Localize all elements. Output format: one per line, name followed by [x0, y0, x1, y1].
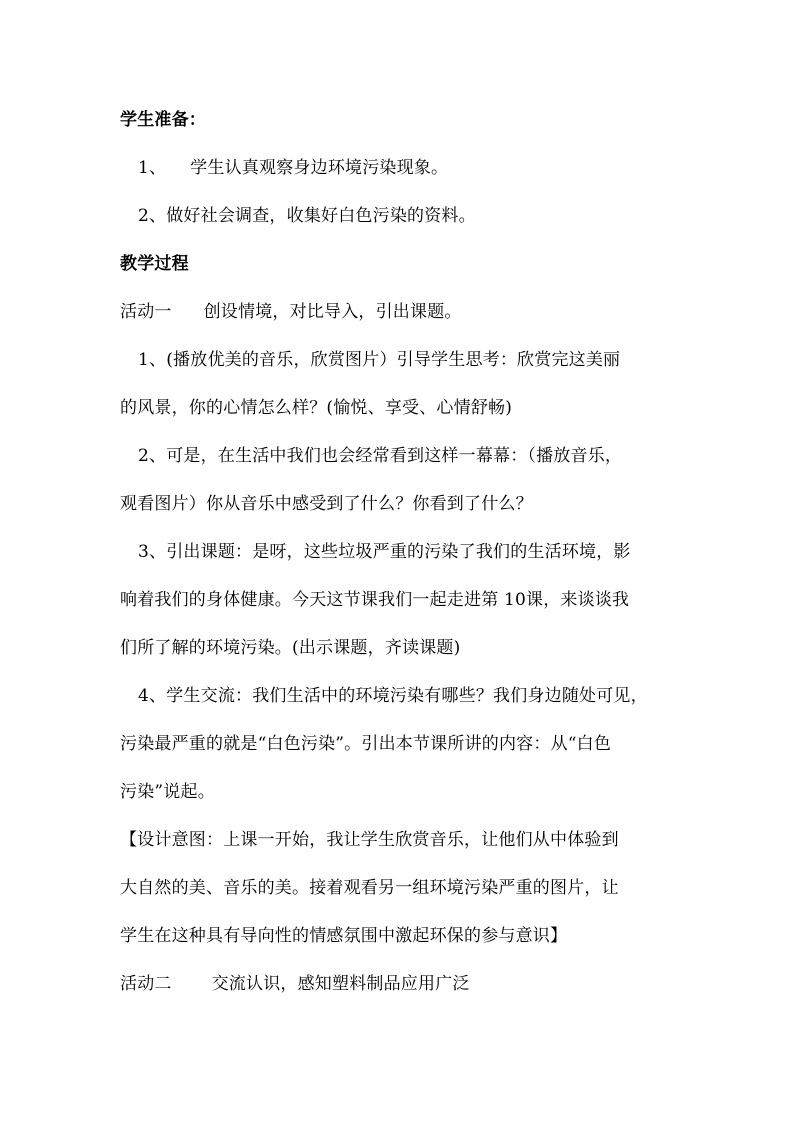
activity-2-heading: 活动二 交流认识，感知塑料制品应用广泛: [120, 974, 470, 994]
step-3-line-3: 们所了解的环境污染。(出示课题，齐读课题): [120, 638, 461, 658]
step-4-line-2: 污染最严重的就是“白色污染”。引出本节课所讲的内容：从“白色: [120, 734, 612, 754]
design-intent-line-3: 学生在这种具有导向性的情感氛围中激起环保的参与意识】: [120, 926, 568, 946]
step-4-line-3: 污染”说起。: [120, 782, 215, 802]
prep-item-1: 1、 学生认真观察身边环境污染现象。: [138, 158, 449, 178]
design-intent-line-1: 【设计意图：上课一开始，我让学生欣赏音乐，让他们从中体验到: [120, 830, 619, 850]
step-4-line-1: 4、学生交流：我们生活中的环境污染有哪些？我们身边随处可见，: [138, 686, 648, 706]
section-heading-teaching-process: 教学过程: [120, 254, 189, 274]
step-3-line-2: 响着我们的身体健康。今天这节课我们一起走进第 10课，来谈谈我: [120, 590, 630, 610]
section-heading-student-preparation: 学生准备：: [120, 110, 206, 130]
step-2-line-2: 观看图片）你从音乐中感受到了什么？你看到了什么？: [120, 494, 533, 514]
step-3-line-1: 3、引出课题：是呀，这些垃圾严重的污染了我们的生活环境，影: [138, 542, 631, 562]
prep-item-2: 2、做好社会调查，收集好白色污染的资料。: [138, 206, 476, 226]
step-2-line-1: 2、可是，在生活中我们也会经常看到这样一幕幕：（播放音乐，: [138, 446, 623, 466]
step-1-line-2: 的风景，你的心情怎么样？(愉悦、享受、心情舒畅): [120, 398, 513, 418]
design-intent-line-2: 大自然的美、音乐的美。接着观看另一组环境污染严重的图片，让: [120, 878, 619, 898]
step-1-line-1: 1、(播放优美的音乐，欣赏图片）引导学生思考：欣赏完这美丽: [138, 350, 621, 370]
activity-1-heading: 活动一 创设情境，对比导入，引出课题。: [120, 302, 462, 322]
